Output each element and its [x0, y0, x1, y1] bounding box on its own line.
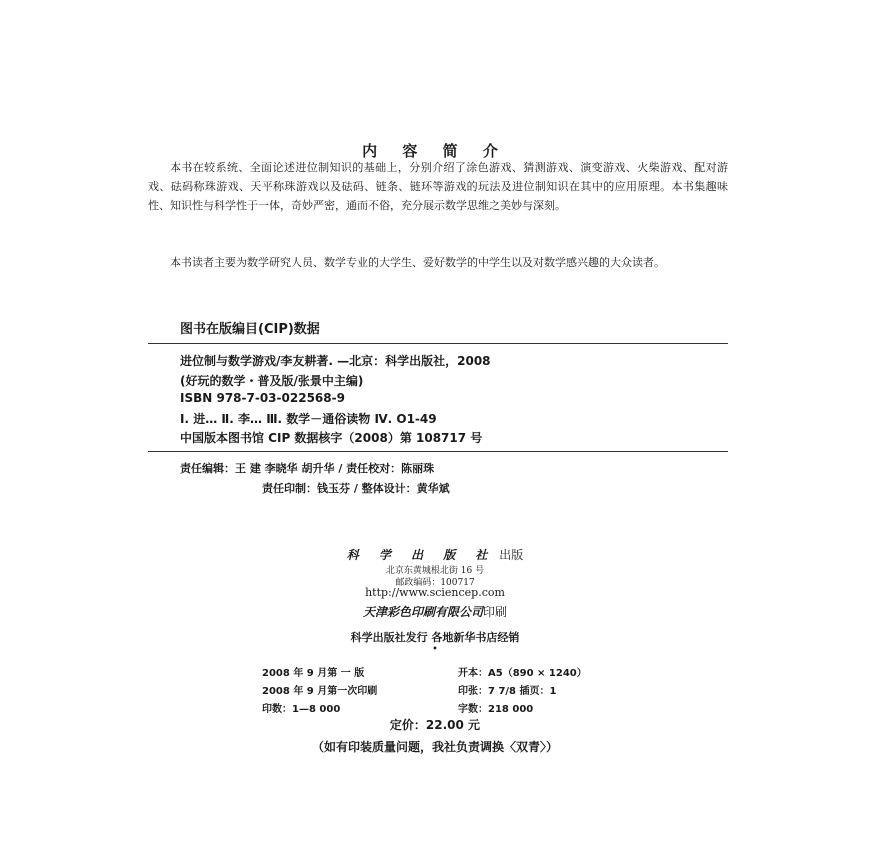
price-line: 定价：22.00 元 — [389, 718, 481, 732]
publisher-suffix: 出版 — [499, 548, 524, 562]
printer-line — [0, 603, 870, 620]
publisher-address: 北京东黄城根北街 16 号 — [385, 566, 485, 576]
summary-title: 内 容 简 介 — [362, 142, 508, 160]
edition-date: 2008 年 9 月第 一 版 — [262, 668, 365, 679]
cip-bottom-divider — [148, 451, 728, 452]
summary-paragraph-1: 本书在较系统、全面论述进位制知识的基础上，分别介绍了涂色游戏、猜测游戏、演变游戏、火柴游戏、配对游戏、砝码称珠游戏、天平称珠游戏以及砝码、链条、链环等游戏的玩法及进位制知识在其中的应用原理。本书集趣味性、知识性与科学性于一体，奇妙严密，通而不俗，充分展示数学思维之美妙与深刻。 — [148, 161, 728, 212]
cip-line-isbn: ISBN 978-7-03-022568-9 — [180, 391, 345, 405]
staff-editors: 责任编辑：王 建 李晓华 胡升华 / 责任校对：陈丽珠 — [180, 462, 435, 475]
publisher-url: http://www.sciencep.com — [365, 586, 505, 599]
cip-line-record-number: 中国版本图书馆 CIP 数据核字（2008）第 108717 号 — [180, 431, 483, 445]
publisher-name: 科 学 出 版 社 — [346, 548, 496, 562]
cip-line-title: 进位制与数学游戏/李友耕著. —北京：科学出版社，2008 — [180, 354, 491, 368]
format-size: 开本：A5（890 × 1240） — [458, 668, 587, 679]
printer-name: 天津彩色印刷有限公司 — [362, 605, 483, 619]
summary-paragraph-2: 本书读者主要为数学研究人员、数学专业的大学生、爱好数学的中学生以及对数学感兴趣的大众读者。 — [170, 256, 665, 269]
staff-production: 责任印制：钱玉芬 / 整体设计：黄华斌 — [262, 482, 450, 495]
print-run: 印数：1—8 000 — [262, 704, 341, 715]
printing-date: 2008 年 9 月第一次印刷 — [262, 686, 378, 697]
publisher-name-line — [0, 546, 870, 563]
publisher-postcode: 邮政编码：100717 — [395, 578, 475, 588]
cip-line-classification: Ⅰ. 进… Ⅱ. 李… Ⅲ. 数学－通俗读物 Ⅳ. O1-49 — [180, 412, 437, 426]
quality-note: （如有印装质量问题，我社负责调换〈双青〉） — [311, 740, 558, 754]
distribution-line: 科学出版社发行 各地新华书店经销 — [350, 631, 520, 644]
printer-suffix: 印刷 — [483, 605, 508, 619]
sheets-count: 印张：7 7/8 插页：1 — [458, 686, 557, 697]
cip-top-divider — [148, 343, 728, 344]
cip-line-series: (好玩的数学・普及版/张景中主编) — [180, 374, 364, 388]
word-count: 字数：218 000 — [458, 704, 534, 715]
cip-heading: 图书在版编目(CIP)数据 — [180, 322, 320, 337]
separator-dot: • — [432, 644, 438, 655]
